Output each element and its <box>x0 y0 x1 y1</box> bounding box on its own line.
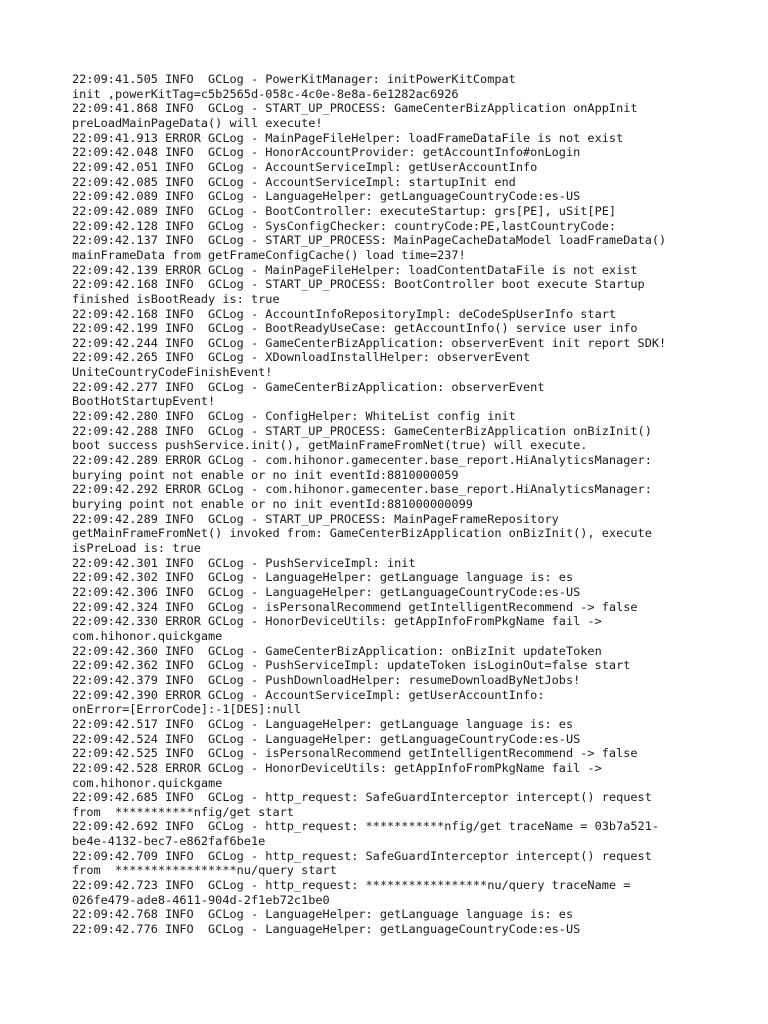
log-line: 22:09:42.277 INFO GCLog - GameCenterBizApplication: observerEvent <box>72 379 545 394</box>
log-line: 22:09:42.289 INFO GCLog - START_UP_PROCESS: MainPageFrameRepository <box>72 511 559 526</box>
log-line: boot success pushService.init(), getMainFrameFromNet(true) will execute. <box>72 438 588 453</box>
log-line: burying point not enable or no init eventId:881000000099 <box>72 497 473 512</box>
log-line: burying point not enable or no init eventId:8810000059 <box>72 467 459 482</box>
log-line: 22:09:42.379 INFO GCLog - PushDownloadHelper: resumeDownloadByNetJobs! <box>72 672 581 687</box>
log-line: 22:09:42.324 INFO GCLog - isPersonalRecommend getIntelligentRecommend -> false <box>72 599 638 614</box>
log-line: 22:09:42.302 INFO GCLog - LanguageHelper: getLanguage language is: es <box>72 570 574 585</box>
log-line: 22:09:42.168 INFO GCLog - START_UP_PROCESS: BootController boot execute Startup <box>72 277 645 292</box>
log-line: com.hihonor.quickgame <box>72 628 223 643</box>
log-line: 22:09:42.289 ERROR GCLog - com.hihonor.gamecenter.base_report.HiAnalyticsManager: <box>72 453 652 468</box>
log-line: 22:09:42.089 INFO GCLog - LanguageHelper: getLanguageCountryCode:es-US <box>72 189 581 204</box>
log-line: 22:09:42.524 INFO GCLog - LanguageHelper: getLanguageCountryCode:es-US <box>72 731 581 746</box>
log-line: 22:09:41.505 INFO GCLog - PowerKitManager: initPowerKitCompat <box>72 72 516 86</box>
log-line: 22:09:42.517 INFO GCLog - LanguageHelper: getLanguage language is: es <box>72 716 574 731</box>
log-line: 22:09:42.692 INFO GCLog - http_request: ***********nfig/get traceName = 03b7a521- <box>72 819 660 834</box>
log-line: com.hihonor.quickgame <box>72 775 223 790</box>
log-line: 22:09:42.085 INFO GCLog - AccountServiceImpl: startupInit end <box>72 174 516 189</box>
log-line: 22:09:42.306 INFO GCLog - LanguageHelper: getLanguageCountryCode:es-US <box>72 584 581 599</box>
log-line: UniteCountryCodeFinishEvent! <box>72 365 273 380</box>
log-line: 22:09:42.280 INFO GCLog - ConfigHelper: WhiteList config init <box>72 409 516 424</box>
log-line: 22:09:42.292 ERROR GCLog - com.hihonor.gamecenter.base_report.HiAnalyticsManager: <box>72 482 652 497</box>
log-line: 22:09:42.048 INFO GCLog - HonorAccountProvider: getAccountInfo#onLogin <box>72 145 581 160</box>
log-line: 22:09:42.330 ERROR GCLog - HonorDeviceUtils: getAppInfoFromPkgName fail -> <box>72 614 602 629</box>
log-line: isPreLoad is: true <box>72 541 201 555</box>
log-line: 22:09:42.360 INFO GCLog - GameCenterBizApplication: onBizInit updateToken <box>72 643 602 658</box>
log-line: 22:09:42.051 INFO GCLog - AccountServiceImpl: getUserAccountInfo <box>72 159 538 174</box>
log-line: from ***********nfig/get start <box>72 804 294 819</box>
log-line: 22:09:42.776 INFO GCLog - LanguageHelper: getLanguageCountryCode:es-US <box>72 922 581 937</box>
log-line: 22:09:42.362 INFO GCLog - PushServiceImpl: updateToken isLoginOut=false start <box>72 658 631 673</box>
log-line: 22:09:42.525 INFO GCLog - isPersonalRecommend getIntelligentRecommend -> false <box>72 746 638 761</box>
log-line: 22:09:41.913 ERROR GCLog - MainPageFileHelper: loadFrameDataFile is not exist <box>72 130 624 145</box>
log-line: be4e-4132-bec7-e862faf6be1e <box>72 834 266 849</box>
log-line: 22:09:41.868 INFO GCLog - START_UP_PROCESS: GameCenterBizApplication onAppInit <box>72 101 638 116</box>
log-line: init ,powerKitTag=c5b2565d-058c-4c0e-8e8a-6e1282ac6926 <box>72 86 459 101</box>
log-line: 22:09:42.390 ERROR GCLog - AccountServiceImpl: getUserAccountInfo: <box>72 687 545 702</box>
log-line: 22:09:42.528 ERROR GCLog - HonorDeviceUtils: getAppInfoFromPkgName fail -> <box>72 760 602 775</box>
log-line: 22:09:42.768 INFO GCLog - LanguageHelper: getLanguage language is: es <box>72 907 574 922</box>
log-line: 22:09:42.723 INFO GCLog - http_request: *****************nu/query traceName = <box>72 878 631 893</box>
log-line: 22:09:42.244 INFO GCLog - GameCenterBizApplication: observerEvent init report SDK! <box>72 335 667 350</box>
log-line: mainFrameData from getFrameConfigCache() load time=237! <box>72 247 466 262</box>
log-line: onError=[ErrorCode]:-1[DES]:null <box>72 702 302 717</box>
log-line: 22:09:42.089 INFO GCLog - BootController: executeStartup: grs[PE], uSit[PE] <box>72 203 617 218</box>
log-line: getMainFrameFromNet() invoked from: GameCenterBizApplication onBizInit(), execute <box>72 526 652 541</box>
log-line: 026fe479-ade8-4611-904d-2f1eb72c1be0 <box>72 892 330 907</box>
log-line: 22:09:42.685 INFO GCLog - http_request: SafeGuardInterceptor intercept() request <box>72 790 652 805</box>
log-line: from *****************nu/query start <box>72 863 337 878</box>
log-document <box>72 72 712 937</box>
log-line: 22:09:42.128 INFO GCLog - SysConfigChecker: countryCode:PE,lastCountryCode: <box>72 218 617 233</box>
log-line: 22:09:42.709 INFO GCLog - http_request: SafeGuardInterceptor intercept() request <box>72 848 652 863</box>
log-line: 22:09:42.199 INFO GCLog - BootReadyUseCase: getAccountInfo() service user info <box>72 321 638 336</box>
log-line: 22:09:42.265 INFO GCLog - XDownloadInstallHelper: observerEvent <box>72 350 531 365</box>
log-line: 22:09:42.139 ERROR GCLog - MainPageFileHelper: loadContentDataFile is not exist <box>72 262 638 277</box>
log-line: 22:09:42.288 INFO GCLog - START_UP_PROCESS: GameCenterBizApplication onBizInit() <box>72 423 652 438</box>
log-line: 22:09:42.168 INFO GCLog - AccountInfoRepositoryImpl: deCodeSpUserInfo start <box>72 306 617 321</box>
log-line: 22:09:42.137 INFO GCLog - START_UP_PROCESS: MainPageCacheDataModel loadFrameData() <box>72 233 667 248</box>
log-line: finished isBootReady is: true <box>72 291 280 306</box>
log-line: 22:09:42.301 INFO GCLog - PushServiceImpl: init <box>72 555 416 570</box>
log-line: BootHotStartupEvent! <box>72 394 216 409</box>
log-line: preLoadMainPageData() will execute! <box>72 115 323 130</box>
